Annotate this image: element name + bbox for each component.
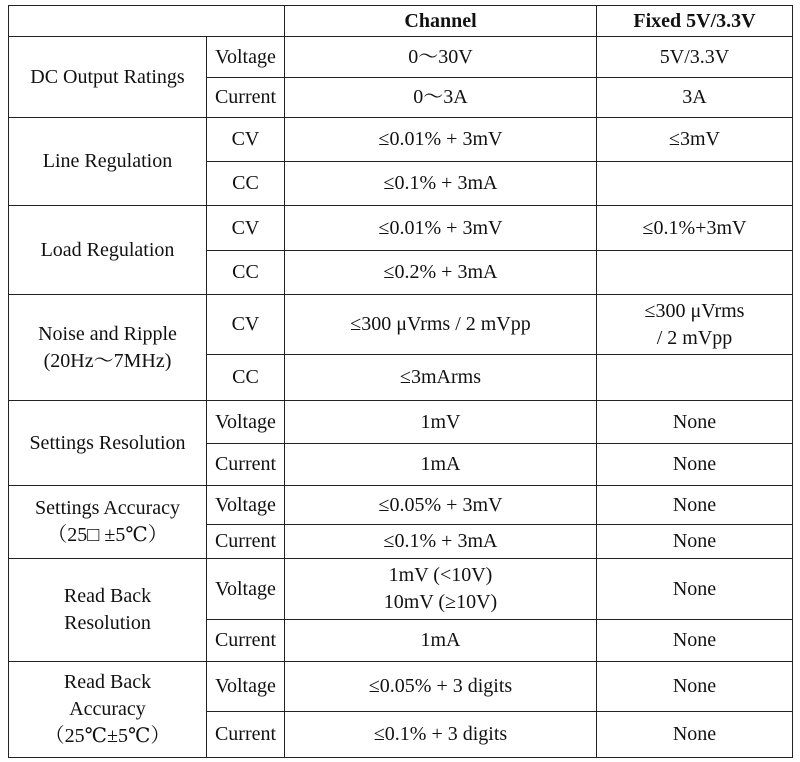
fixed-value: None xyxy=(597,401,793,444)
table-row xyxy=(9,401,793,444)
dc-output-label: DC Output Ratings xyxy=(9,37,207,118)
fixed-value: None xyxy=(597,662,793,712)
sub-label: CC xyxy=(207,162,285,206)
channel-value: 1mA xyxy=(285,620,597,662)
channel-value: ≤0.05% + 3 digits xyxy=(285,662,597,712)
channel-value: ≤0.01% + 3mV xyxy=(285,118,597,162)
sub-label: Voltage xyxy=(207,401,285,444)
readback-resolution-label xyxy=(9,559,207,662)
sub-label: Voltage xyxy=(207,37,285,78)
table-row xyxy=(9,559,793,620)
fixed-value: 3A xyxy=(597,78,793,118)
fixed-value xyxy=(597,355,793,401)
sub-label: CV xyxy=(207,118,285,162)
fixed-value xyxy=(597,295,793,355)
readback-accuracy-label-line3: （25℃±5℃） xyxy=(44,725,171,747)
header-fixed: Fixed 5V/3.3V xyxy=(597,6,793,37)
fixed-value: 5V/3.3V xyxy=(597,37,793,78)
sub-label: Voltage xyxy=(207,559,285,620)
readback-resolution-label-line1: Read Back xyxy=(63,585,152,607)
readback-resolution-label-line2: Resolution xyxy=(64,612,151,634)
settings-resolution-label: Settings Resolution xyxy=(9,401,207,486)
table-row xyxy=(9,37,793,78)
channel-value: ≤0.1% + 3 digits xyxy=(285,712,597,758)
sub-label: Current xyxy=(207,712,285,758)
fixed-value-line1: ≤300 μVrms xyxy=(644,299,745,322)
settings-accuracy-label-line1: Settings Accuracy xyxy=(35,497,180,519)
settings-accuracy-label xyxy=(9,486,207,559)
channel-value: ≤300 μVrms / 2 mVpp xyxy=(285,295,597,355)
channel-value: 1mA xyxy=(285,444,597,486)
fixed-value: ≤3mV xyxy=(597,118,793,162)
header-row xyxy=(9,6,793,37)
sub-label: CV xyxy=(207,206,285,251)
sub-label: CC xyxy=(207,251,285,295)
fixed-value-line2: / 2 mVpp xyxy=(656,326,733,349)
noise-ripple-label-line2: (20Hz～7MHz) xyxy=(43,349,172,372)
fixed-value: None xyxy=(597,444,793,486)
load-regulation-label: Load Regulation xyxy=(9,206,207,295)
sub-label: Current xyxy=(207,620,285,662)
fixed-value: ≤0.1%+3mV xyxy=(597,206,793,251)
table-row xyxy=(9,486,793,525)
sub-label: Current xyxy=(207,525,285,559)
noise-ripple-label xyxy=(9,295,207,401)
header-empty-cell xyxy=(9,6,285,37)
fixed-value: None xyxy=(597,525,793,559)
readback-accuracy-label-line2: Accuracy xyxy=(69,698,146,720)
channel-value: ≤0.05% + 3mV xyxy=(285,486,597,525)
sub-label: Voltage xyxy=(207,662,285,712)
sub-label: Voltage xyxy=(207,486,285,525)
channel-value-line1: 1mV (<10V) xyxy=(388,564,493,586)
channel-value: ≤3mArms xyxy=(285,355,597,401)
header-channel: Channel xyxy=(285,6,597,37)
channel-value: ≤0.1% + 3mA xyxy=(285,162,597,206)
fixed-value xyxy=(597,251,793,295)
channel-value: ≤0.2% + 3mA xyxy=(285,251,597,295)
sub-label: CC xyxy=(207,355,285,401)
fixed-value: None xyxy=(597,486,793,525)
channel-value: ≤0.01% + 3mV xyxy=(285,206,597,251)
channel-value: 0～30V xyxy=(285,37,597,78)
settings-accuracy-label-line2: （25□ ±5℃） xyxy=(47,524,168,546)
noise-ripple-label-line1: Noise and Ripple xyxy=(38,322,177,345)
table-row xyxy=(9,206,793,251)
fixed-value: None xyxy=(597,620,793,662)
sub-label: Current xyxy=(207,78,285,118)
readback-accuracy-label-line1: Read Back xyxy=(63,671,152,693)
table-row xyxy=(9,118,793,162)
channel-value: 1mV xyxy=(285,401,597,444)
readback-accuracy-label xyxy=(9,662,207,758)
fixed-value: None xyxy=(597,712,793,758)
fixed-value xyxy=(597,162,793,206)
table-row xyxy=(9,662,793,712)
fixed-value: None xyxy=(597,559,793,620)
channel-value xyxy=(285,559,597,620)
sub-label: CV xyxy=(207,295,285,355)
sub-label: Current xyxy=(207,444,285,486)
table-row xyxy=(9,295,793,355)
channel-value-line2: 10mV (≥10V) xyxy=(383,591,498,613)
spec-table xyxy=(8,5,793,758)
channel-value: 0～3A xyxy=(285,78,597,118)
channel-value: ≤0.1% + 3mA xyxy=(285,525,597,559)
line-regulation-label: Line Regulation xyxy=(9,118,207,206)
